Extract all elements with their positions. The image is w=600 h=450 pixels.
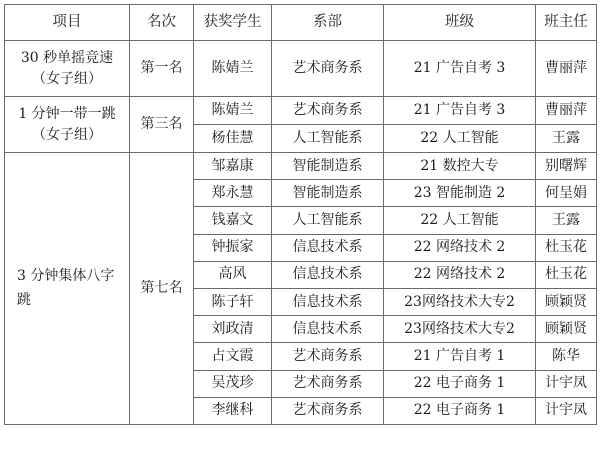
student-cell: 陈婧兰 bbox=[194, 97, 272, 125]
header-class: 班级 bbox=[384, 5, 536, 41]
class-cell: 21 广告自考 1 bbox=[384, 343, 536, 370]
class-cell: 21 广告自考 3 bbox=[384, 97, 536, 125]
rank-cell: 第一名 bbox=[130, 41, 194, 97]
teacher-cell: 顾颖贤 bbox=[536, 316, 597, 343]
student-cell: 邹嘉康 bbox=[194, 153, 272, 180]
class-cell: 21 数控大专 bbox=[384, 153, 536, 180]
rank-cell: 第三名 bbox=[130, 97, 194, 153]
student-cell: 陈子轩 bbox=[194, 288, 272, 315]
project-cell bbox=[5, 97, 130, 153]
student-cell: 李继科 bbox=[194, 397, 272, 424]
class-cell: 21 广告自考 3 bbox=[384, 41, 536, 97]
department-cell: 信息技术系 bbox=[272, 261, 384, 288]
department-cell: 智能制造系 bbox=[272, 153, 384, 180]
project-name: 30 秒单摇竞速 bbox=[20, 49, 114, 66]
project-cell bbox=[5, 41, 130, 97]
teacher-cell: 顾颖贤 bbox=[536, 288, 597, 315]
class-cell: 22 网络技术 2 bbox=[384, 261, 536, 288]
student-cell: 杨佳慧 bbox=[194, 125, 272, 153]
project-name: 1 分钟一带一跳 bbox=[18, 105, 116, 122]
student-cell: 陈婧兰 bbox=[194, 41, 272, 97]
teacher-cell: 陈华 bbox=[536, 343, 597, 370]
student-cell: 钟振家 bbox=[194, 234, 272, 261]
project-cell bbox=[5, 153, 130, 425]
student-cell: 郑永慧 bbox=[194, 180, 272, 207]
header-department: 系部 bbox=[272, 5, 384, 41]
student-cell: 吴茂珍 bbox=[194, 370, 272, 397]
department-cell: 信息技术系 bbox=[272, 316, 384, 343]
teacher-cell: 王露 bbox=[536, 207, 597, 234]
awards-table bbox=[4, 4, 597, 425]
teacher-cell: 杜玉花 bbox=[536, 261, 597, 288]
department-cell: 艺术商务系 bbox=[272, 397, 384, 424]
student-cell: 钱嘉文 bbox=[194, 207, 272, 234]
department-cell: 信息技术系 bbox=[272, 288, 384, 315]
project-category: （女子组） bbox=[32, 126, 102, 143]
teacher-cell: 计宇凤 bbox=[536, 397, 597, 424]
rank-cell: 第七名 bbox=[130, 153, 194, 425]
teacher-cell: 何呈娟 bbox=[536, 180, 597, 207]
header-teacher: 班主任 bbox=[536, 5, 597, 41]
department-cell: 艺术商务系 bbox=[272, 41, 384, 97]
department-cell: 艺术商务系 bbox=[272, 97, 384, 125]
teacher-cell: 王露 bbox=[536, 125, 597, 153]
class-cell: 22 人工智能 bbox=[384, 207, 536, 234]
table-row bbox=[5, 97, 597, 125]
student-cell: 高风 bbox=[194, 261, 272, 288]
class-cell: 22 电子商务 1 bbox=[384, 370, 536, 397]
teacher-cell: 曹丽萍 bbox=[536, 97, 597, 125]
department-cell: 人工智能系 bbox=[272, 207, 384, 234]
teacher-cell: 曹丽萍 bbox=[536, 41, 597, 97]
student-cell: 占文霞 bbox=[194, 343, 272, 370]
header-student: 获奖学生 bbox=[194, 5, 272, 41]
table-row bbox=[5, 153, 597, 180]
department-cell: 信息技术系 bbox=[272, 234, 384, 261]
department-cell: 智能制造系 bbox=[272, 180, 384, 207]
class-cell: 23网络技术大专2 bbox=[384, 288, 536, 315]
department-cell: 艺术商务系 bbox=[272, 343, 384, 370]
teacher-cell: 计宇凤 bbox=[536, 370, 597, 397]
teacher-cell: 杜玉花 bbox=[536, 234, 597, 261]
class-cell: 23 智能制造 2 bbox=[384, 180, 536, 207]
teacher-cell: 别曙辉 bbox=[536, 153, 597, 180]
project-name: 3 分钟集体八字 bbox=[17, 268, 115, 285]
class-cell: 22 人工智能 bbox=[384, 125, 536, 153]
table-header-row bbox=[5, 5, 597, 41]
student-cell: 刘政清 bbox=[194, 316, 272, 343]
header-project: 项目 bbox=[5, 5, 130, 41]
department-cell: 人工智能系 bbox=[272, 125, 384, 153]
table-row bbox=[5, 41, 597, 97]
class-cell: 22 电子商务 1 bbox=[384, 397, 536, 424]
department-cell: 艺术商务系 bbox=[272, 370, 384, 397]
class-cell: 23网络技术大专2 bbox=[384, 316, 536, 343]
project-category: （女子组） bbox=[32, 70, 102, 87]
class-cell: 22 网络技术 2 bbox=[384, 234, 536, 261]
header-rank: 名次 bbox=[130, 5, 194, 41]
project-name-continued: 跳 bbox=[17, 292, 31, 309]
